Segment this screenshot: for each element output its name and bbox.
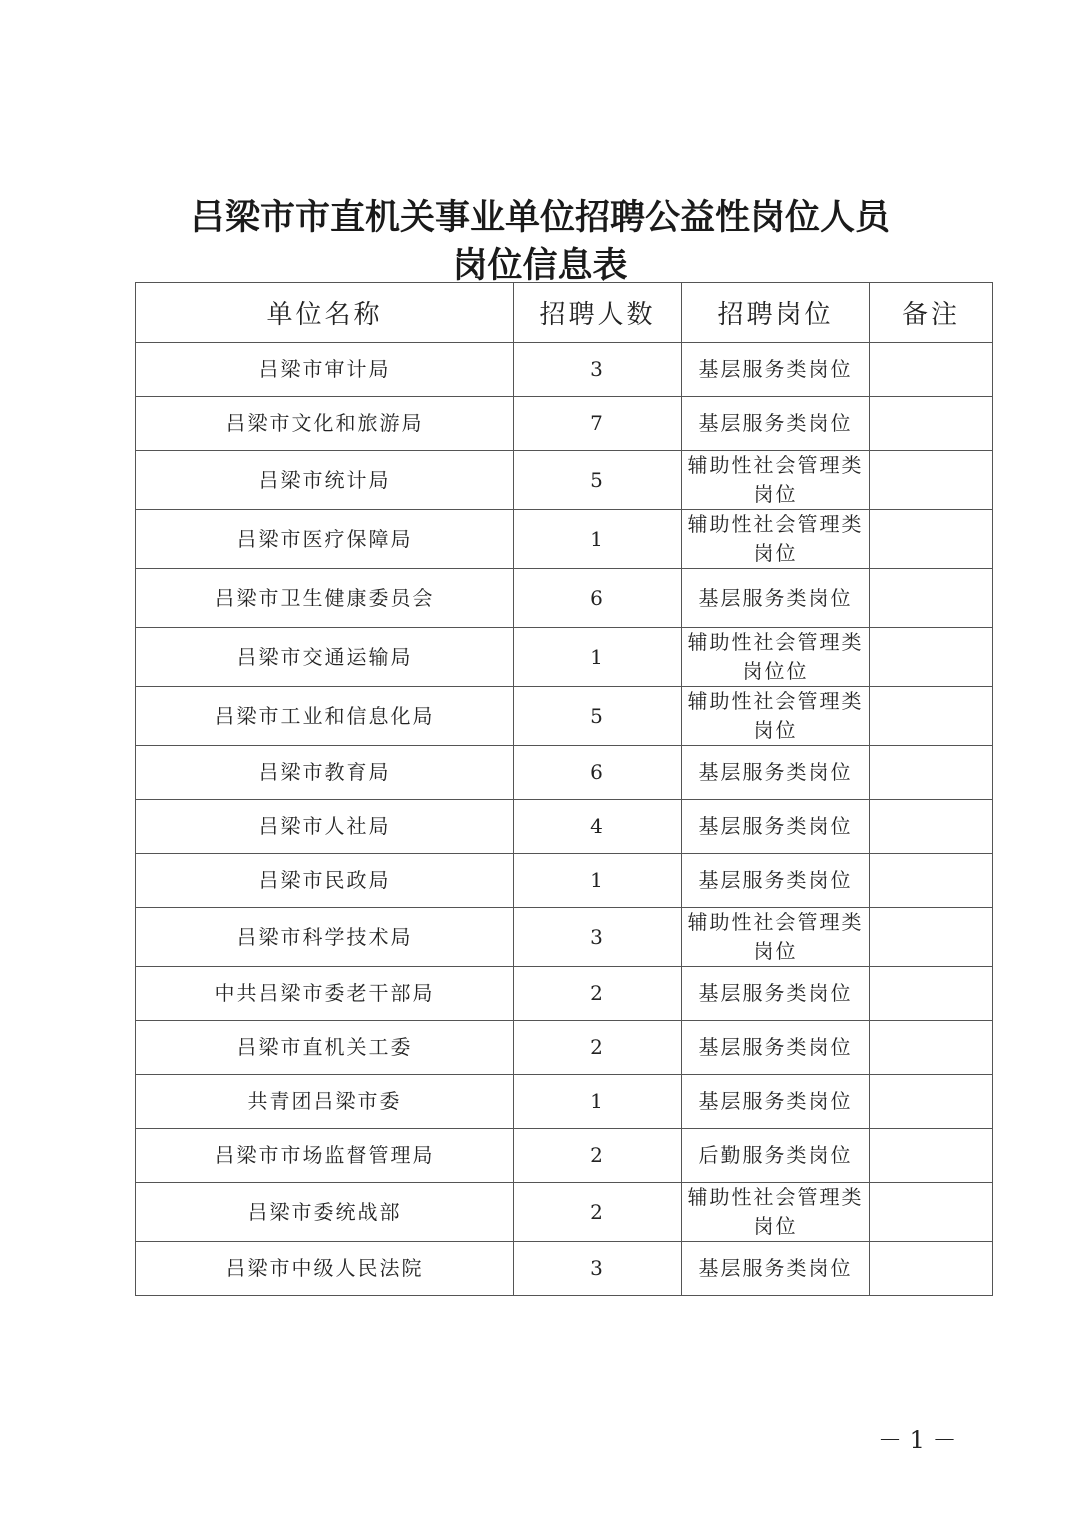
- cell-count: 1: [514, 1075, 682, 1129]
- cell-remark: [870, 569, 993, 628]
- cell-position: 基层服务类岗位: [682, 1021, 870, 1075]
- cell-position: 辅助性社会管理类岗位: [682, 510, 870, 569]
- cell-remark: [870, 800, 993, 854]
- cell-remark: [870, 746, 993, 800]
- cell-remark: [870, 628, 993, 687]
- cell-remark: [870, 1129, 993, 1183]
- cell-unit: 吕梁市统计局: [136, 451, 514, 510]
- cell-position: 基层服务类岗位: [682, 854, 870, 908]
- cell-count: 7: [514, 397, 682, 451]
- table-row: [136, 510, 993, 569]
- cell-unit: 吕梁市卫生健康委员会: [136, 569, 514, 628]
- table-header-row: [136, 283, 993, 343]
- cell-position: 基层服务类岗位: [682, 967, 870, 1021]
- cell-remark: [870, 967, 993, 1021]
- table-row: [136, 1183, 993, 1242]
- cell-position: 辅助性社会管理类岗位: [682, 451, 870, 510]
- cell-remark: [870, 451, 993, 510]
- table-row: [136, 397, 993, 451]
- table-row: [136, 1242, 993, 1296]
- cell-unit: 中共吕梁市委老干部局: [136, 967, 514, 1021]
- cell-position: 基层服务类岗位: [682, 746, 870, 800]
- header-hire-count: 招聘人数: [514, 283, 682, 343]
- cell-count: 2: [514, 967, 682, 1021]
- cell-position: 辅助性社会管理类岗位: [682, 1183, 870, 1242]
- cell-remark: [870, 343, 993, 397]
- table-row: [136, 628, 993, 687]
- document-subtitle: 岗位信息表: [452, 246, 628, 286]
- cell-position: 基层服务类岗位: [682, 569, 870, 628]
- cell-count: 6: [514, 746, 682, 800]
- cell-position: 后勤服务类岗位: [682, 1129, 870, 1183]
- cell-unit: 吕梁市直机关工委: [136, 1021, 514, 1075]
- cell-count: 3: [514, 343, 682, 397]
- cell-unit: 共青团吕梁市委: [136, 1075, 514, 1129]
- cell-count: 1: [514, 854, 682, 908]
- table-row: [136, 854, 993, 908]
- table-row: [136, 1075, 993, 1129]
- position-table: [135, 282, 993, 1296]
- cell-unit: 吕梁市教育局: [136, 746, 514, 800]
- cell-position: 辅助性社会管理类岗位: [682, 687, 870, 746]
- cell-position: 基层服务类岗位: [682, 1075, 870, 1129]
- cell-unit: 吕梁市医疗保障局: [136, 510, 514, 569]
- page-number: － 1 －: [878, 1426, 957, 1454]
- cell-count: 3: [514, 1242, 682, 1296]
- table-row: [136, 967, 993, 1021]
- cell-remark: [870, 1021, 993, 1075]
- cell-count: 4: [514, 800, 682, 854]
- cell-count: 2: [514, 1183, 682, 1242]
- header-position: 招聘岗位: [682, 283, 870, 343]
- cell-remark: [870, 510, 993, 569]
- cell-remark: [870, 1075, 993, 1129]
- header-unit-name: 单位名称: [136, 283, 514, 343]
- table-row: [136, 1021, 993, 1075]
- cell-remark: [870, 854, 993, 908]
- cell-position: 基层服务类岗位: [682, 800, 870, 854]
- cell-position: 基层服务类岗位: [682, 1242, 870, 1296]
- table-row: [136, 569, 993, 628]
- cell-position: 基层服务类岗位: [682, 397, 870, 451]
- table-row: [136, 451, 993, 510]
- table-row: [136, 746, 993, 800]
- table-row: [136, 687, 993, 746]
- cell-count: 6: [514, 569, 682, 628]
- cell-count: 5: [514, 687, 682, 746]
- cell-count: 1: [514, 628, 682, 687]
- table-row: [136, 343, 993, 397]
- cell-unit: 吕梁市人社局: [136, 800, 514, 854]
- cell-remark: [870, 687, 993, 746]
- table-row: [136, 800, 993, 854]
- cell-count: 1: [514, 510, 682, 569]
- cell-unit: 吕梁市科学技术局: [136, 908, 514, 967]
- cell-position: 辅助性社会管理类岗位: [682, 908, 870, 967]
- cell-unit: 吕梁市交通运输局: [136, 628, 514, 687]
- cell-remark: [870, 908, 993, 967]
- cell-count: 2: [514, 1021, 682, 1075]
- cell-remark: [870, 397, 993, 451]
- table-row: [136, 908, 993, 967]
- cell-count: 2: [514, 1129, 682, 1183]
- header-remark: 备注: [870, 283, 993, 343]
- cell-unit: 吕梁市审计局: [136, 343, 514, 397]
- table-row: [136, 1129, 993, 1183]
- cell-unit: 吕梁市文化和旅游局: [136, 397, 514, 451]
- cell-remark: [870, 1242, 993, 1296]
- cell-unit: 吕梁市委统战部: [136, 1183, 514, 1242]
- cell-count: 3: [514, 908, 682, 967]
- cell-position: 辅助性社会管理类岗位位: [682, 628, 870, 687]
- cell-unit: 吕梁市市场监督管理局: [136, 1129, 514, 1183]
- cell-unit: 吕梁市民政局: [136, 854, 514, 908]
- document-title: 吕梁市市直机关事业单位招聘公益性岗位人员: [189, 198, 890, 238]
- cell-unit: 吕梁市中级人民法院: [136, 1242, 514, 1296]
- cell-count: 5: [514, 451, 682, 510]
- cell-position: 基层服务类岗位: [682, 343, 870, 397]
- cell-unit: 吕梁市工业和信息化局: [136, 687, 514, 746]
- cell-remark: [870, 1183, 993, 1242]
